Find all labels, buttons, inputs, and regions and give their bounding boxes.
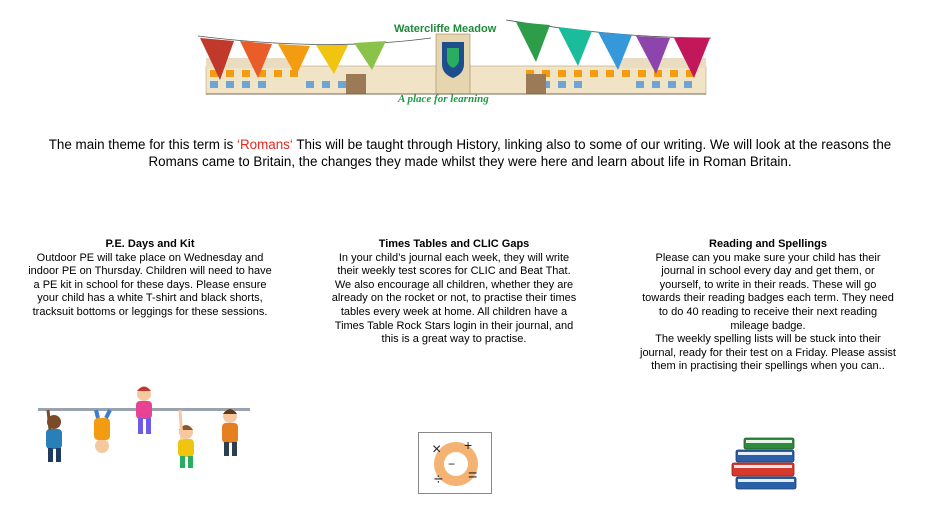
reading-body: Please can you make sure your child has their journal in school every day and get them, or yourself, to write in their reads. These will go towards their reading badges each term. They need to do 40 reading to receive their next reading mileage badge. [642, 251, 894, 332]
stack-of-books-icon [722, 432, 814, 494]
pe-body: Outdoor PE will take place on Wednesday and indoor PE on Thursday. Children will need to have a PE kit in school for these days. Please ensure your child has a white T-shirt and black shorts, tracksuit bottoms or leggings for these sessions. [28, 251, 272, 318]
svg-text:×: × [432, 441, 442, 458]
pe-section [24, 238, 276, 320]
theme-highlight: ‘Romans‘ [237, 137, 293, 152]
school-name: Watercliffe Meadow [394, 23, 497, 35]
svg-text:−: − [448, 457, 456, 471]
reading-title: Reading and Spellings [709, 238, 827, 250]
svg-text:÷: ÷ [434, 471, 443, 488]
intro-prefix: The main theme for this term is [48, 137, 238, 152]
times-tables-section [330, 238, 578, 347]
pe-title: P.E. Days and Kit [105, 238, 195, 250]
times-tables-body: In your child’s journal each week, they will write their weekly test scores for CLIC and Beat That. We also encourage all children, whether they are already on the rocket or not, to practise their times tables every week at home. All children have a Times Table Rock Stars login in their journal, and this is a great way to practise. [331, 251, 577, 346]
term-theme-intro [40, 136, 900, 170]
spellings-body: The weekly spelling lists will be stuck into their journal, ready for their test on a Friday. Please assist them in practising their spellings when you can.. [640, 333, 896, 373]
times-tables-title: Times Tables and CLIC Gaps [378, 238, 530, 250]
intro-suffix: This will be taught through History, linking also to some of our writing. We will look at the reasons the Romans came to Britain, the changes they made whilst they were here and learn about life in Roman Britain. [148, 137, 892, 169]
maths-symbols-icon [418, 432, 492, 494]
school-tagline: A place for learning [398, 93, 489, 105]
svg-text:+: + [464, 437, 473, 453]
children-on-bar-illustration [36, 386, 254, 470]
reading-section [640, 238, 896, 374]
svg-text:=: = [468, 467, 478, 484]
